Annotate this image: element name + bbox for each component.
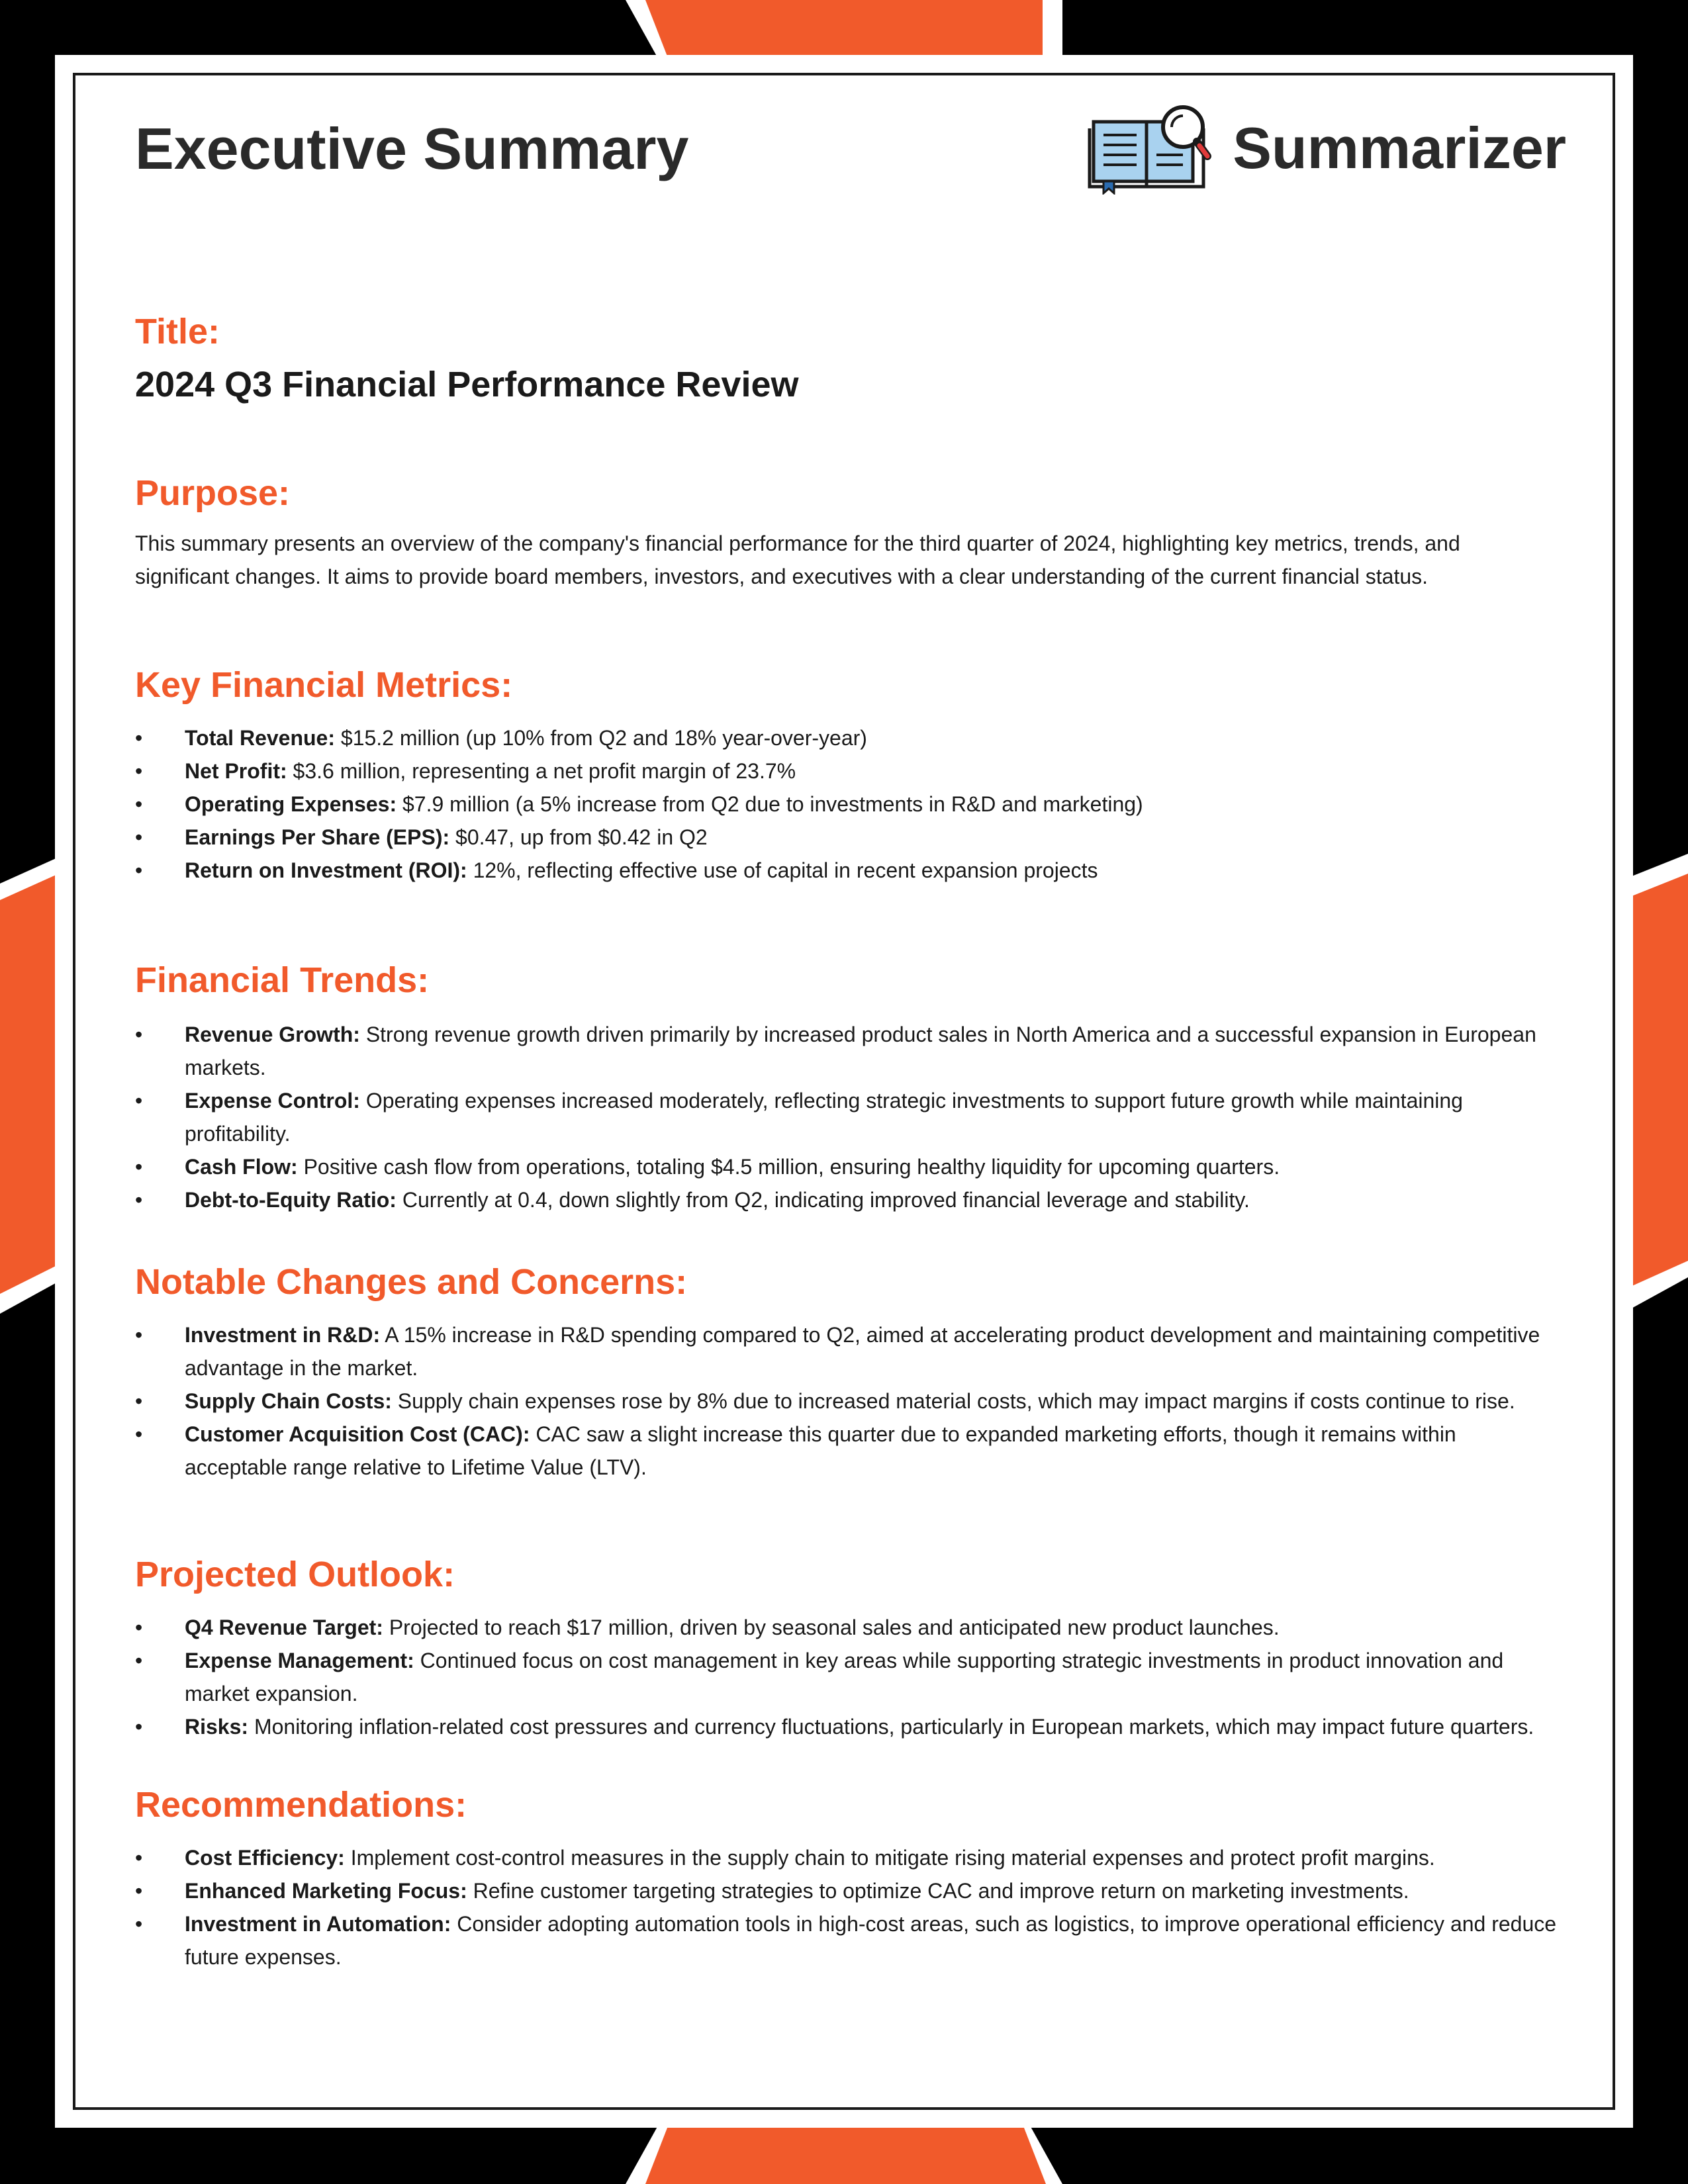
list-item: • Risks: Monitoring inflation-related cost pressures and currency fluctuations, particularly in European markets, which may impact future quarters. — [135, 1710, 1558, 1743]
list-item: • Investment in Automation: Consider adopting automation tools in high-cost areas, such as logistics, to improve operational efficiency and reduce future expenses. — [135, 1907, 1558, 1974]
title-heading: Title: — [135, 312, 220, 351]
page-border — [73, 73, 1615, 2110]
list-item: • Earnings Per Share (EPS): $0.47, up from $0.42 in Q2 — [135, 821, 1558, 854]
list-item: • Customer Acquisition Cost (CAC): CAC saw a slight increase this quarter due to expanded marketing efforts, though it remains within acceptable range relative to Lifetime Value (LTV). — [135, 1418, 1558, 1484]
page-title: Executive Summary — [135, 116, 689, 181]
list-item: • Net Profit: $3.6 million, representing a net profit margin of 23.7% — [135, 754, 1558, 788]
list-item: • Investment in R&D: A 15% increase in R&D spending compared to Q2, aimed at accelerating product development and maintaining competitive advantage in the market. — [135, 1318, 1558, 1385]
list-item: • Return on Investment (ROI): 12%, reflecting effective use of capital in recent expansion projects — [135, 854, 1558, 887]
trends-heading: Financial Trends: — [135, 960, 430, 1000]
purpose-text: This summary presents an overview of the company's financial performance for the third quarter of 2024, highlighting key metrics, trends, and significant changes. It aims to provide board members, investors, and executives with a clear understanding of the current financial status. — [135, 531, 1460, 588]
trends-list — [135, 1018, 1558, 1216]
list-item: • Supply Chain Costs: Supply chain expenses rose by 8% due to increased material costs, which may impact margins if costs continue to rise. — [135, 1385, 1558, 1418]
list-item: • Enhanced Marketing Focus: Refine customer targeting strategies to optimize CAC and improve return on marketing investments. — [135, 1874, 1558, 1907]
brand-logo — [1087, 102, 1566, 195]
metrics-heading: Key Financial Metrics: — [135, 665, 513, 705]
list-item: • Revenue Growth: Strong revenue growth driven primarily by increased product sales in North America and a successful expansion in European markets. — [135, 1018, 1558, 1084]
document-page — [55, 55, 1633, 2128]
list-item: • Cost Efficiency: Implement cost-control measures in the supply chain to mitigate rising material expenses and protect profit margins. — [135, 1841, 1558, 1874]
changes-list — [135, 1318, 1558, 1484]
recommendations-list — [135, 1841, 1558, 1974]
changes-heading: Notable Changes and Concerns: — [135, 1262, 688, 1302]
list-item: • Debt-to-Equity Ratio: Currently at 0.4, down slightly from Q2, indicating improved financial leverage and stability. — [135, 1183, 1558, 1216]
outlook-list — [135, 1611, 1558, 1743]
recommendations-heading: Recommendations: — [135, 1785, 467, 1825]
brand-name: Summarizer — [1233, 115, 1566, 181]
list-item: • Cash Flow: Positive cash flow from operations, totaling $4.5 million, ensuring healthy liquidity for upcoming quarters. — [135, 1150, 1558, 1183]
open-book-magnifier-icon — [1087, 102, 1213, 195]
list-item: • Expense Control: Operating expenses increased moderately, reflecting strategic investments to support future growth while maintaining profitability. — [135, 1084, 1558, 1150]
report-title: 2024 Q3 Financial Performance Review — [135, 365, 799, 404]
list-item: • Total Revenue: $15.2 million (up 10% from Q2 and 18% year-over-year) — [135, 721, 1558, 754]
list-item: • Operating Expenses: $7.9 million (a 5% increase from Q2 due to investments in R&D and marketing) — [135, 788, 1558, 821]
metrics-list — [135, 721, 1558, 887]
purpose-heading: Purpose: — [135, 473, 291, 513]
list-item: • Expense Management: Continued focus on cost management in key areas while supporting strategic investments in product innovation and market expansion. — [135, 1644, 1558, 1710]
outlook-heading: Projected Outlook: — [135, 1555, 455, 1594]
list-item: • Q4 Revenue Target: Projected to reach $17 million, driven by seasonal sales and anticipated new product launches. — [135, 1611, 1558, 1644]
